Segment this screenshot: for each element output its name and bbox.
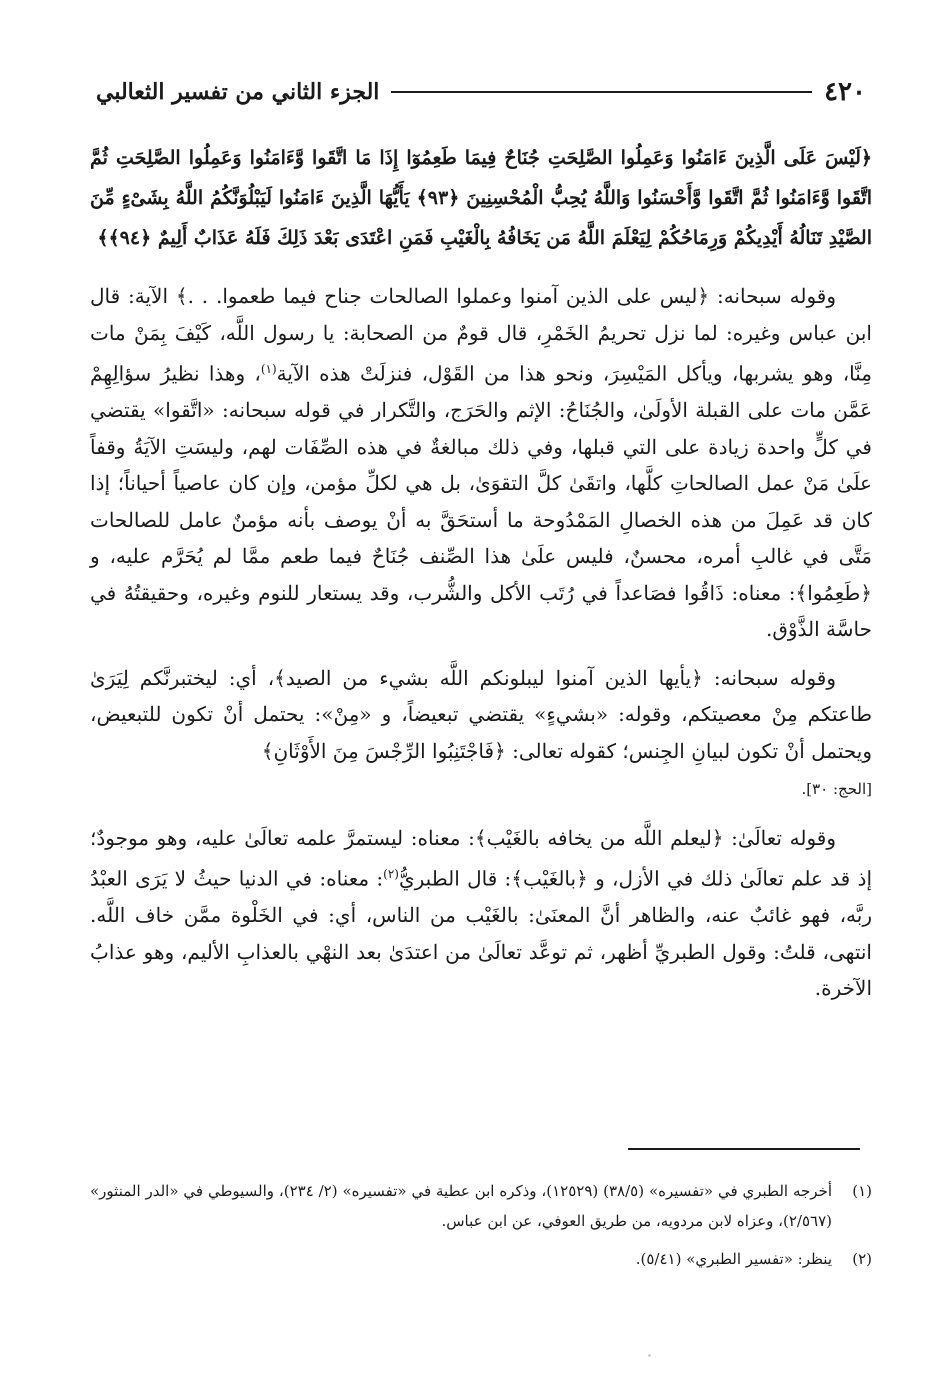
footnote-2 [90,1244,872,1274]
footnote-marker-1[interactable]: (١) [260,362,277,376]
commentary-paragraph-3 [90,820,872,1007]
paragraph-text: وقوله سبحانه: ﴿ليس على الذين آمنوا وعملوا الصالحات جناح فيما طعموا. . .﴾ الآية: قال ابن عباس وغيره: لما نزل تحريمُ الخَمْرِ، قال قومٌ من الصحابة: يا رسول اللَّه، كَيْفَ بِمَنْ مات مِنَّا، وهو يشربها، ويأكل المَيْسِرَ، ونحو هذا من القَوْل، فنزلَتْ هذه الآية [90,284,872,386]
footnote-marker-2[interactable]: (٢) [383,867,399,882]
header-rule [391,91,812,93]
footnote-1 [90,1176,872,1236]
commentary-paragraph-2 [90,660,872,808]
commentary-paragraph-1 [90,278,872,648]
commentary-body [90,278,872,1019]
footnote-text: ينظر: «تفسير الطبري» (٥/٤١). [635,1250,832,1268]
footnote-number: (٢) [852,1250,872,1268]
quran-verse-block: ﴿لَيْسَ عَلَى الَّذِينَ ءَامَنُوا وَعَمِلُوا الصَّلِحَتِ جُنَاحٌ فِيمَا طَعِمُوٓا إِذَا مَا اتَّقَوا وَّءَامَنُوا وَعَمِلُوا الصَّلِحَتِ ثُمَّ اتَّقَوا وَّءَامَنُوا ثُمَّ اتَّقَوا وَّأَحْسَنُوا وَاللَّهُ يُحِبُّ الْمُحْسِنِينَ ﴿٩٣﴾ يَأَيُّهَا الَّذِينَ ءَامَنُوا لَيَبْلُوَنَّكُمُ اللَّهُ بِشَىْءٍ مِّنَ الصَّيْدِ تَنَالُهُ أَيْدِيكُمْ وَرِمَاحُكُمْ لِيَعْلَمَ اللَّهُ مَن يَخَافُهُ بِالْغَيْبِ فَمَنِ اعْتَدَى بَعْدَ ذَلِكَ فَلَهُ عَذَابٌ أَلِيمٌ ﴿٩٤﴾﴾ [90,147,873,249]
footnote-separator [628,1148,860,1150]
paragraph-text: وقوله سبحانه: ﴿يأيها الذين آمنوا ليبلونكم اللَّه بشيء من الصيد﴾، أي: ليختبرنَّكم لِيَرَىٰ طاعتكم مِنْ معصيتكم، وقوله: «بشيءٍ» يقتضي تبعيضاً، و «مِنْ»: يحتمل أنْ تكون للتبعيض، ويحتمل أنْ تكون لبيانِ الجِنس؛ كقوله تعالى: ﴿فَاجْتَنِبُوا الرِّجْسَ مِنَ الأَوْثَانِ﴾ [90,665,872,763]
paragraph-text-continued: : معناه: في الدنيا حيثُ لا يَرَى العبْدُ ربَّه، فهو غائبٌ عنه، والظاهر أنَّ المعنَىٰ: بالغَيْب من الناس، أي: في الخَلْوة ممَّن خاف اللَّه. انتهى، قلتُ: وقول الطبريِّ أظهر، ثم توعَّد تعالَىٰ من اعتدَىٰ بعد النهْي بالعذابِ الأليم، وهو عذابُ الآخرة. [90,866,872,1001]
paragraph-text: وقوله تعالَىٰ: ﴿ليعلم اللَّه من يخافه بالغَيْب﴾: معناه: ليستمرَّ علمه تعالَىٰ عليه، وهو موجودٌ؛ إذ قد علم تعالَىٰ ذلك في الأزل، و ﴿بالغَيْب﴾: قال الطبريُّ [90,825,872,891]
verse-reference: [الحج: ٣٠]. [801,780,872,799]
footnote-text: أخرجه الطبري في «تفسيره» (٣٨/٥) (١٢٥٢٩)، وذكره ابن عطية في «تفسيره» (٢/ ٢٣٤)، والسيوطي في «الدر المنثور» (٢/٥٦٧)، وعزاه لابن مردويه، من طريق العوفي، عن ابن عباس. [90,1182,832,1230]
page-number: ٤٢٠ [824,77,866,107]
running-title: الجزء الثاني من تفسير الثعالبي [96,79,380,105]
page-header [96,72,866,112]
paragraph-text-continued: ، وهذا نظيرُ سؤالِهِمْ عَمَّن مات على القبلة الأولَىٰ، والجُنَاحُ: الإثم والحَرَج، والتَّكرار في قوله سبحانه: «اتَّقوا» يقتضي في كلٍّ واحدة زيادة على التي قبلها، وفي ذلك مبالغةٌ في هذه الصِّفَات لهم، وليسَتِ الآيَةُ وقفاً علَىٰ مَنْ عمل الصالحاتِ كلَّها، واتقَىٰ كلَّ التقوَىٰ، بل هي لكلِّ مؤمن، وإن كان عاصياً أحياناً؛ إذا كان قد عَمِلَ من هذه الخصالِ المَمْدُوحة ما أستحَقَّ به أنْ يوصف بأنه مؤمنٌ عامل للصالحات مَتَّى في غالبِ أمره، محسنٌ، فليس علَىٰ هذا الصِّنف جُنَاحٌ فيما طعم ممَّا لم يُحَرَّم عليه، و ﴿طَعِمُوا﴾: معناه: ذَاقُوا فصَاعداً في رُتَب الأكل والشُّرب، وقد يستعار للنوم وغيره، وحقيقتُهُ في حاسَّة الذَّوْق. [90,361,872,642]
scan-speck [648,1354,651,1357]
footnotes [90,1176,872,1282]
footnote-number: (١) [852,1182,872,1200]
